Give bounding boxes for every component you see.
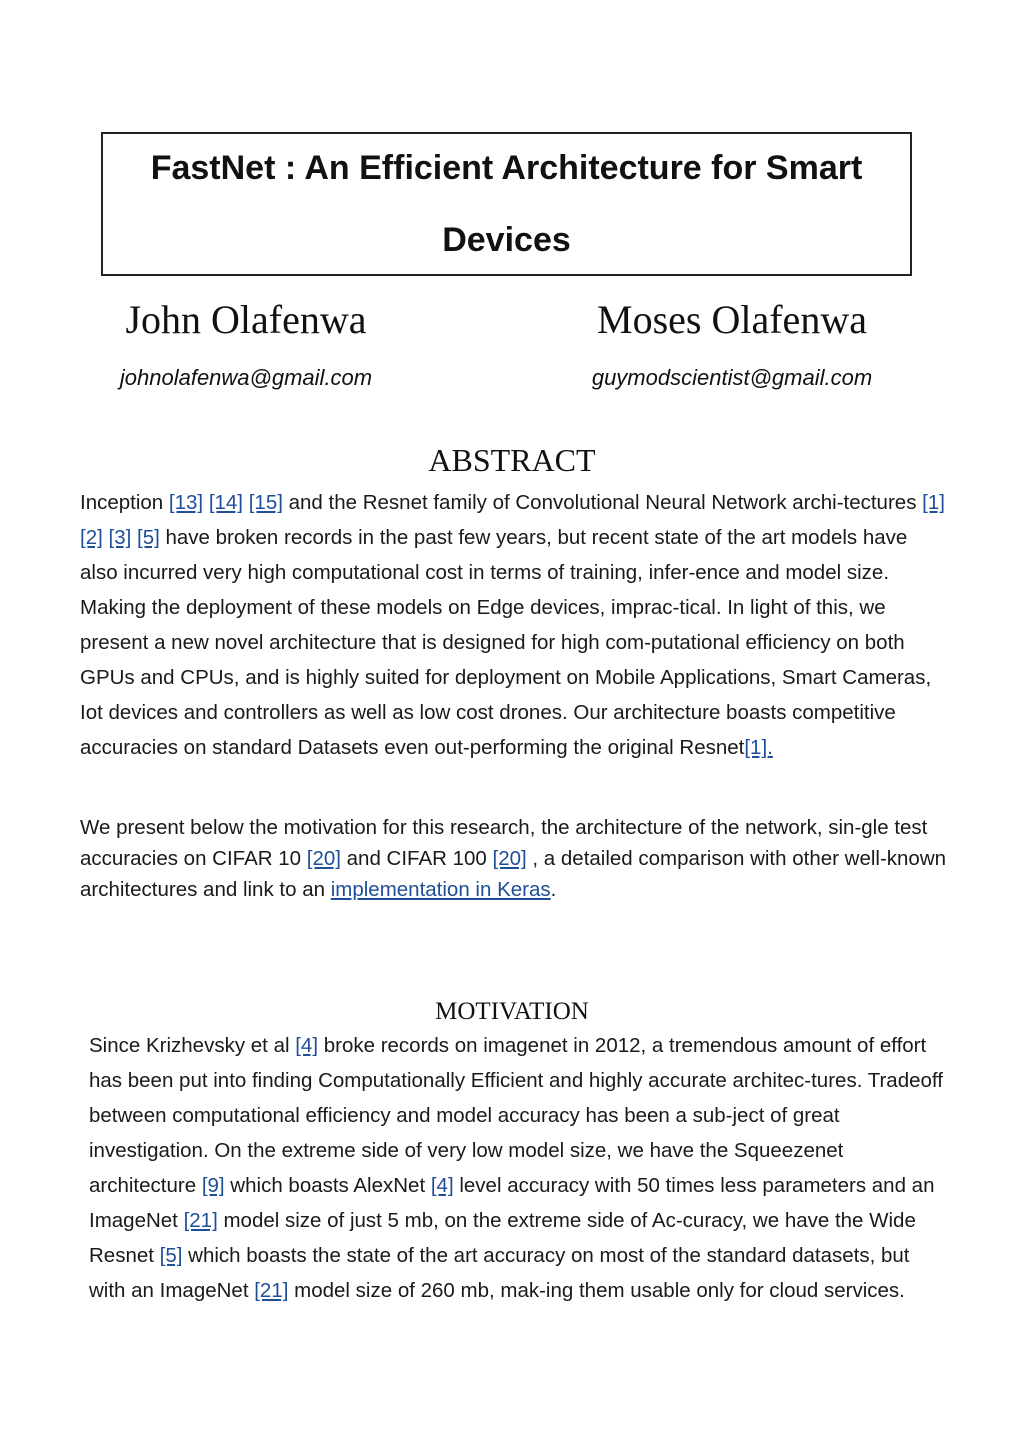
author-name: John Olafenwa	[125, 297, 367, 342]
text-run: which boasts the state of the art accuracy on most of the standard datasets, but with an ImageNet	[89, 1244, 910, 1302]
text-run: , a detailed comparison with other well-known architectures and link to an	[80, 847, 947, 901]
citation-link[interactable]: [15]	[248, 491, 283, 514]
abstract-paragraph-1	[80, 485, 950, 765]
title-box	[101, 132, 912, 276]
text-run: broke records on imagenet in 2012, a tremendous amount of effort has been put into finding Computationally Efficient and highly accurate architec-tures. Tradeoff between computational efficiency and model accuracy has been a sub-ject of great investigation. On the extreme side of very low model size, we have the Squeezenet architecture	[89, 1034, 943, 1197]
text-run: model size of just 5 mb, on the extreme side of Ac-curacy, we have the Wide Resnet	[89, 1209, 916, 1267]
citation-link[interactable]: [1]	[922, 491, 945, 514]
keras-implementation-link[interactable]: implementation in Keras	[330, 878, 551, 901]
citation-link[interactable]: [13]	[168, 491, 204, 514]
citation-link[interactable]: [3]	[108, 526, 132, 549]
author-email[interactable]: johnolafenwa@gmail.com	[119, 365, 373, 390]
author-email[interactable]: guymodscientist@gmail.com	[591, 365, 873, 390]
citation-link[interactable]: [1].	[744, 736, 773, 759]
citation-link[interactable]: [4]	[430, 1174, 454, 1197]
citation-link[interactable]: [21]	[254, 1279, 289, 1302]
text-run: level accuracy with 50 times less parameters and an ImageNet	[89, 1174, 935, 1232]
citation-link[interactable]: [2]	[80, 526, 103, 549]
citation-link[interactable]: [20]	[492, 847, 527, 870]
author-name: Moses Olafenwa	[597, 297, 867, 342]
text-run: model size of 260 mb, mak-ing them usable only for cloud services.	[288, 1279, 905, 1302]
text-run: which boasts AlexNet	[224, 1174, 431, 1197]
citation-link[interactable]: [5]	[159, 1244, 183, 1267]
author-1	[30, 296, 462, 392]
citation-link[interactable]: [5]	[137, 526, 160, 549]
paper-title: FastNet : An Efficient Architecture for Smart Devices	[150, 149, 863, 259]
text-run: and the Resnet family of Convolutional Neural Network archi-tectures	[282, 491, 923, 514]
citation-link[interactable]: [9]	[201, 1174, 225, 1197]
citation-link[interactable]: [21]	[183, 1209, 218, 1232]
text-run: Since Krizhevsky et al	[89, 1034, 296, 1057]
motivation-paragraph	[89, 1028, 949, 1308]
text-run: have broken records in the past few years, but recent state of the art models have also incurred very high computational cost in terms of training, infer-ence and model size. Making the deployment of these models on Edge devices, imprac-tical. In light of this, we present a new novel architecture that is designed for high com-putational efficiency on both GPUs and CPUs, and is highly suited for deployment on Mobile Applications, Smart Cameras, Iot devices and controllers as well as low cost drones. Our architecture boasts competitive accuracies on standard Datasets even out-performing the original Resnet	[80, 526, 932, 759]
abstract-paragraph-2	[80, 812, 950, 905]
text-run: .	[550, 878, 557, 901]
author-2	[516, 296, 948, 392]
citation-link[interactable]: [20]	[306, 847, 341, 870]
citation-link[interactable]: [14]	[208, 491, 244, 514]
citation-link[interactable]: [4]	[295, 1034, 319, 1057]
abstract-heading: ABSTRACT	[428, 442, 596, 478]
text-run: and CIFAR 100	[340, 847, 493, 870]
text-run: We present below the motivation for this research, the architecture of the network, sin-gle test accuracies on CIFAR 10	[80, 816, 928, 870]
text-run: Inception	[80, 491, 169, 514]
motivation-heading: MOTIVATION	[435, 998, 589, 1025]
